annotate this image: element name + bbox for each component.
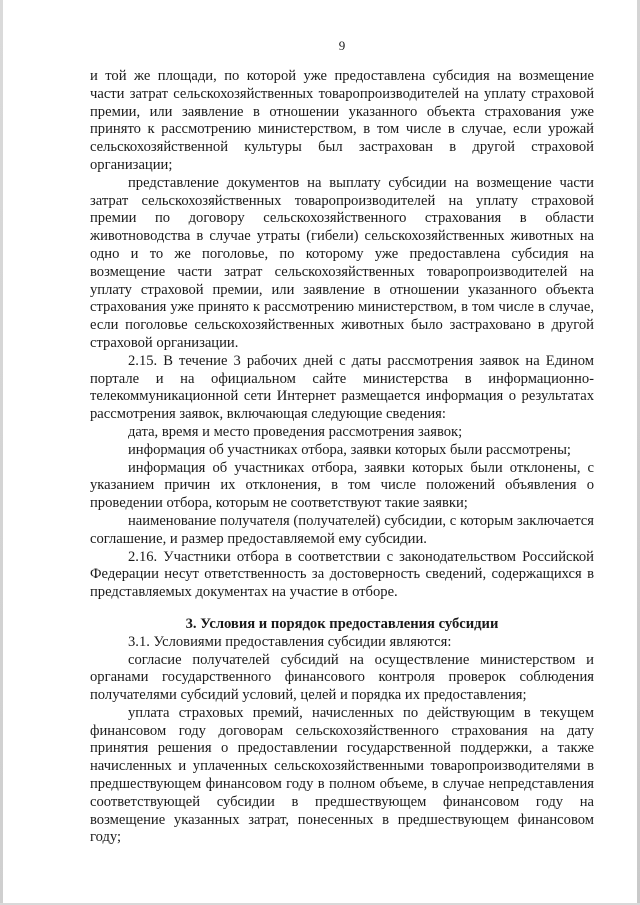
paragraph: 3.1. Условиями предоставления субсидии являются: (128, 633, 452, 650)
paragraph: представление документов на выплату субсидии на возмещение части затрат сельскохозяйственных товаропроизводителей на уплату страховой премии по договору сельскохозяйственного страхования в области животноводства в случае утраты (гибели) сельскохозяйственных животных на одно и то же поголовье, по которому уже предоставлена субсидия на возмещение части затрат сельскохозяйственных товаропроизводителей на уплату страховой премии, или заявление в отношении указанного объекта страхования уже принято к рассмотрению министерством, в том числе в случае, если поголовье сельскохозяйственных животных было застраховано в другой страховой организации. (90, 174, 594, 351)
paragraph: 2.15. В течение 3 рабочих дней с даты рассмотрения заявок на Едином портале и на официальном сайте министерства в информационно-телекоммуникационной сети Интернет размещается информация о результатах рассмотрения заявок, включающая следующие сведения: (90, 352, 594, 423)
paragraph: 2.16. Участники отбора в соответствии с законодательством Российской Федерации несут ответственность за достоверность сведений, содержащихся в представляемых документах на участие в отборе. (90, 548, 594, 601)
paragraph: дата, время и место проведения рассмотрения заявок; (128, 423, 463, 440)
section-heading: 3. Условия и порядок предоставления субсидии (185, 615, 499, 632)
scan-edge-left (0, 0, 3, 905)
paragraph: уплата страховых премий, начисленных по действующим в текущем финансовом году договорам сельскохозяйственного страхования на дату принятия решения о предоставлении государственной поддержки, а также начисленных и уплаченных сельскохозяйственными товаропроизводителями в предшествующем финансовом году в полном объеме, в случае непредставления соответствующей субсидии в предшествующем финансовом году на возмещение указанных затрат, понесенных в предшествующем финансовом году; (90, 704, 594, 846)
document-body (90, 68, 594, 847)
paragraph: информация об участниках отбора, заявки которых были рассмотрены; (128, 441, 571, 458)
paragraph: согласие получателей субсидий на осуществление министерством и органами государственного финансового контроля проверок соблюдения получателями субсидий условий, целей и порядка их предоставления; (90, 651, 594, 704)
paragraph: наименование получателя (получателей) субсидии, с которым заключается соглашение, и размер предоставляемой ему субсидии. (90, 512, 594, 547)
paragraph: и той же площади, по которой уже предоставлена субсидия на возмещение части затрат сельскохозяйственных товаропроизводителей на уплату страховой премии, или заявление в отношении указанного объекта страхования уже принято к рассмотрению министерством, в том числе в случае, если урожай сельскохозяйственной культуры был застрахован в другой страховой организации; (90, 68, 594, 173)
page-number: 9 (338, 38, 346, 53)
paragraph: информация об участниках отбора, заявки которых были отклонены, с указанием причин их отклонения, в том числе положений объявления о проведении отбора, которым не соответствуют такие заявки; (90, 459, 594, 512)
